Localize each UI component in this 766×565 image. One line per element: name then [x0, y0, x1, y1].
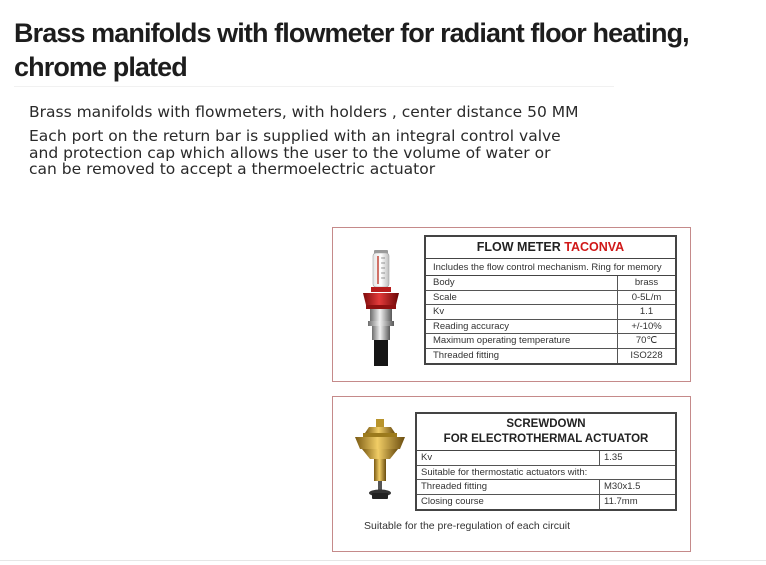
intro-description: Each port on the return bar is supplied with an integral control valve and protection cap which allows the user to the volume of water or can be removed to accept a thermoelectric actuator	[29, 127, 561, 178]
row-value: 0-5L/m	[631, 291, 662, 303]
screwdown-spec-table	[415, 412, 677, 511]
spec-heading-line-2: FOR ELECTROTHERMAL ACTUATOR	[443, 433, 649, 445]
divider	[14, 86, 614, 87]
row-label: Closing course	[417, 495, 600, 510]
spec-heading-text: FLOW METER	[476, 240, 561, 254]
row-value: brass	[634, 277, 659, 288]
spec-heading-line-1: SCREWDOWN	[506, 418, 586, 430]
row-value: ISO228	[630, 349, 663, 361]
divider	[0, 560, 766, 561]
intro-text	[29, 103, 629, 178]
table-row	[426, 276, 675, 291]
row-value: 70℃	[635, 335, 658, 346]
intro-line: Brass manifolds with flowmeters, with holders , center distance 50 MM	[29, 103, 579, 121]
screwdown-panel	[332, 396, 691, 552]
table-row	[426, 334, 675, 349]
row-value: 1.1	[639, 306, 654, 317]
row-label: Threaded fitting	[417, 480, 600, 494]
table-row	[417, 451, 675, 466]
screwdown-valve-image	[349, 419, 411, 501]
row-label: Kv	[417, 451, 600, 465]
brand-name: TACONVA	[564, 240, 625, 254]
row-label: Threaded fitting	[426, 349, 618, 364]
footnote: Suitable for the pre-regulation of each circuit	[364, 520, 571, 532]
row-label: Suitable for thermostatic actuators with:	[421, 466, 588, 478]
spec-heading	[417, 414, 675, 451]
page-title: Brass manifolds with flowmeter for radiant floor heating, chrome plated	[14, 18, 689, 82]
table-row	[426, 349, 675, 364]
table-row	[417, 495, 675, 510]
spec-heading	[426, 237, 675, 259]
flowmeter-panel	[332, 227, 691, 382]
spec-note: Includes the flow control mechanism. Ring for memory	[426, 259, 675, 276]
row-label: Reading accuracy	[426, 320, 618, 334]
table-row	[426, 320, 675, 335]
table-row	[426, 305, 675, 320]
table-row	[417, 466, 675, 481]
row-value: 11.7mm	[604, 495, 638, 507]
row-label: Body	[426, 276, 618, 290]
row-value: M30x1.5	[604, 481, 641, 492]
row-value: +/-10%	[631, 320, 662, 332]
row-label: Maximum operating temperature	[426, 334, 618, 348]
table-row	[426, 291, 675, 306]
row-label: Scale	[426, 291, 618, 305]
row-label: Kv	[426, 305, 618, 319]
table-row	[417, 480, 675, 495]
flowmeter-image	[353, 248, 409, 366]
row-value: 1.35	[604, 452, 623, 463]
flowmeter-spec-table	[424, 235, 677, 365]
